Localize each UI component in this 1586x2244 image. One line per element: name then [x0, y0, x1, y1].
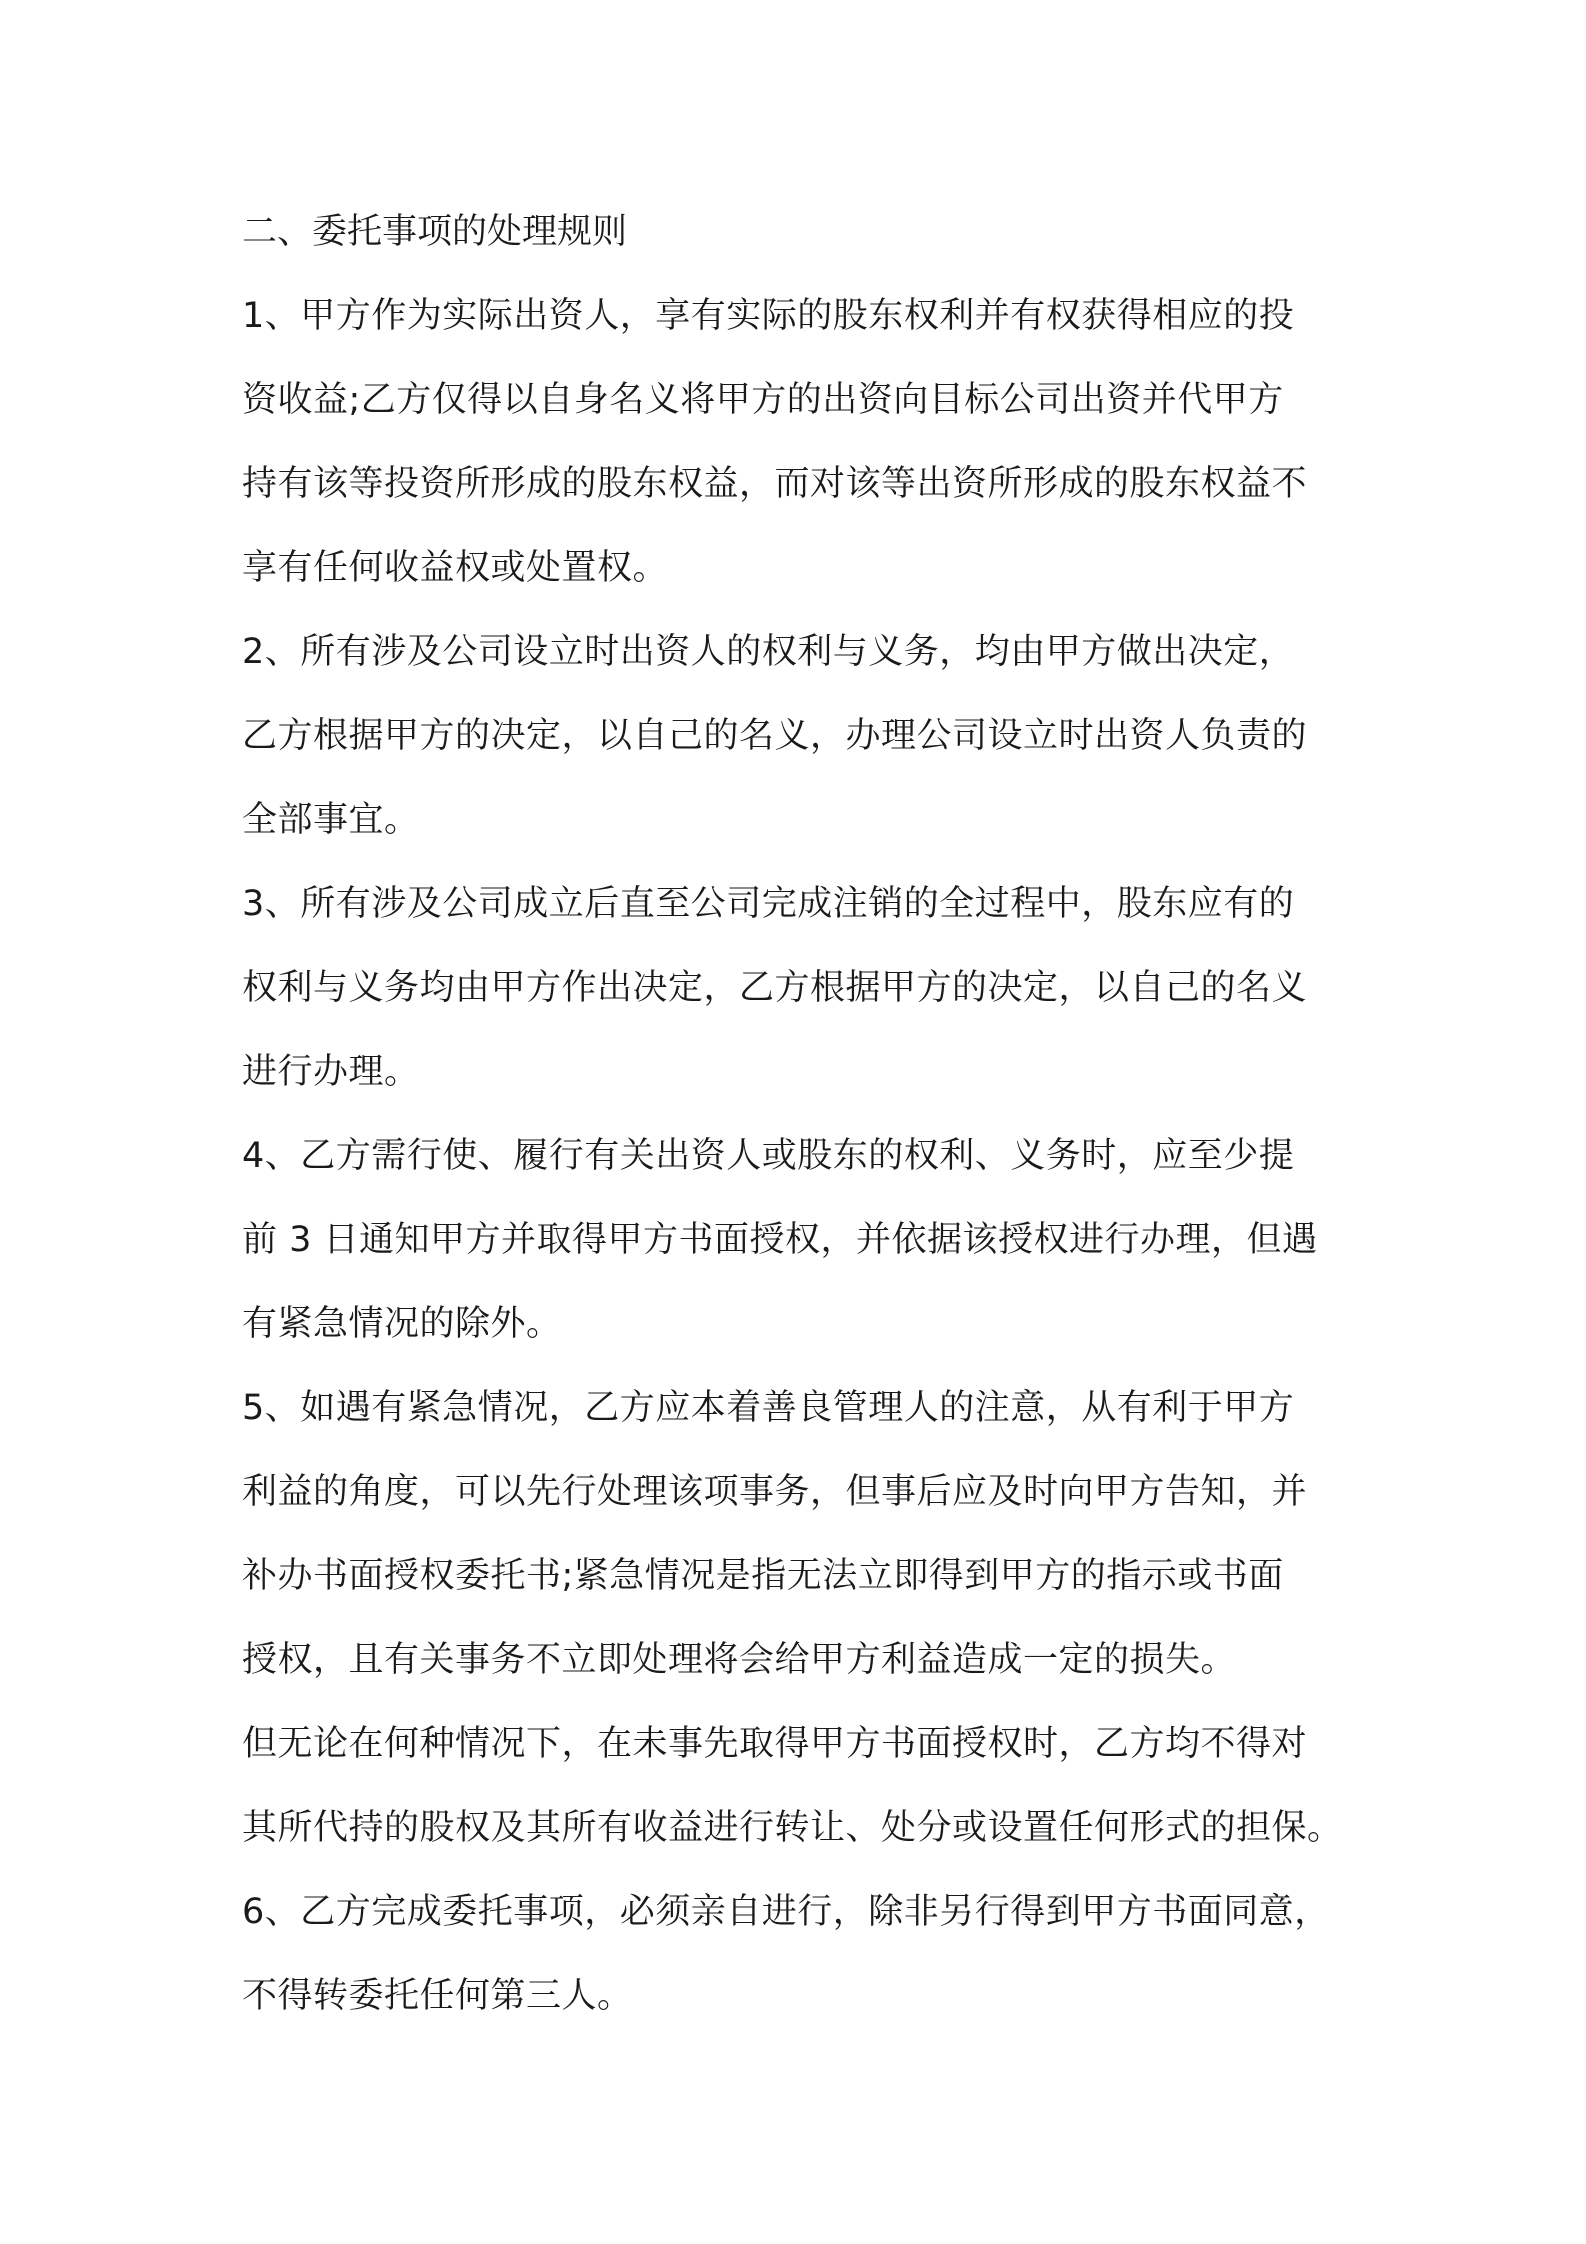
- paragraph-line: 持有该等投资所形成的股东权益，而对该等出资所形成的股东权益不: [242, 464, 1308, 504]
- paragraph: [242, 274, 1372, 610]
- paragraph-line: 1、甲方作为实际出资人，享有实际的股东权利并有权获得相应的投: [242, 296, 1295, 336]
- paragraph: [242, 1702, 1372, 1870]
- paragraph-line: 乙方根据甲方的决定，以自己的名义，办理公司设立时出资人负责的: [242, 716, 1308, 756]
- document-body: [242, 190, 1372, 2038]
- paragraph-line: 6、乙方完成委托事项，必须亲自进行，除非另行得到甲方书面同意，: [242, 1892, 1330, 1932]
- paragraph-line: 享有任何收益权或处置权。: [242, 548, 669, 588]
- paragraph: [242, 610, 1372, 862]
- paragraph: [242, 1366, 1372, 1702]
- paragraph-line: 2、所有涉及公司设立时出资人的权利与义务，均由甲方做出决定，: [242, 632, 1295, 672]
- paragraph-line: 全部事宜。: [242, 800, 420, 840]
- paragraph-line: 补办书面授权委托书;紧急情况是指无法立即得到甲方的指示或书面: [242, 1556, 1284, 1596]
- paragraph-line: 有紧急情况的除外。: [242, 1304, 562, 1344]
- paragraph: [242, 1114, 1372, 1366]
- paragraph-line: 不得转委托任何第三人。: [242, 1976, 633, 2016]
- paragraph-line: 4、乙方需行使、履行有关出资人或股东的权利、义务时，应至少提: [242, 1136, 1295, 1176]
- paragraph-line: 3、所有涉及公司成立后直至公司完成注销的全过程中，股东应有的: [242, 884, 1295, 924]
- paragraph-line: 但无论在何种情况下，在未事先取得甲方书面授权时，乙方均不得对: [242, 1724, 1308, 1764]
- paragraph-line: 其所代持的股权及其所有收益进行转让、处分或设置任何形式的担保。: [242, 1808, 1343, 1848]
- paragraph-line: 权利与义务均由甲方作出决定，乙方根据甲方的决定，以自己的名义: [242, 968, 1308, 1008]
- paragraph-line: 利益的角度，可以先行处理该项事务，但事后应及时向甲方告知，并: [242, 1472, 1308, 1512]
- paragraph-list: [242, 274, 1372, 2038]
- paragraph: [242, 862, 1372, 1114]
- paragraph-line: 资收益;乙方仅得以自身名义将甲方的出资向目标公司出资并代甲方: [242, 380, 1284, 420]
- paragraph-line: 授权，且有关事务不立即处理将会给甲方利益造成一定的损失。: [242, 1640, 1237, 1680]
- paragraph-line: 进行办理。: [242, 1052, 420, 1092]
- paragraph: [242, 1870, 1372, 2038]
- paragraph-line: 5、如遇有紧急情况，乙方应本着善良管理人的注意，从有利于甲方: [242, 1388, 1295, 1428]
- paragraph-line: 前 3 日通知甲方并取得甲方书面授权，并依据该授权进行办理，但遇: [242, 1220, 1318, 1260]
- section-title: 二、委托事项的处理规则: [242, 212, 628, 252]
